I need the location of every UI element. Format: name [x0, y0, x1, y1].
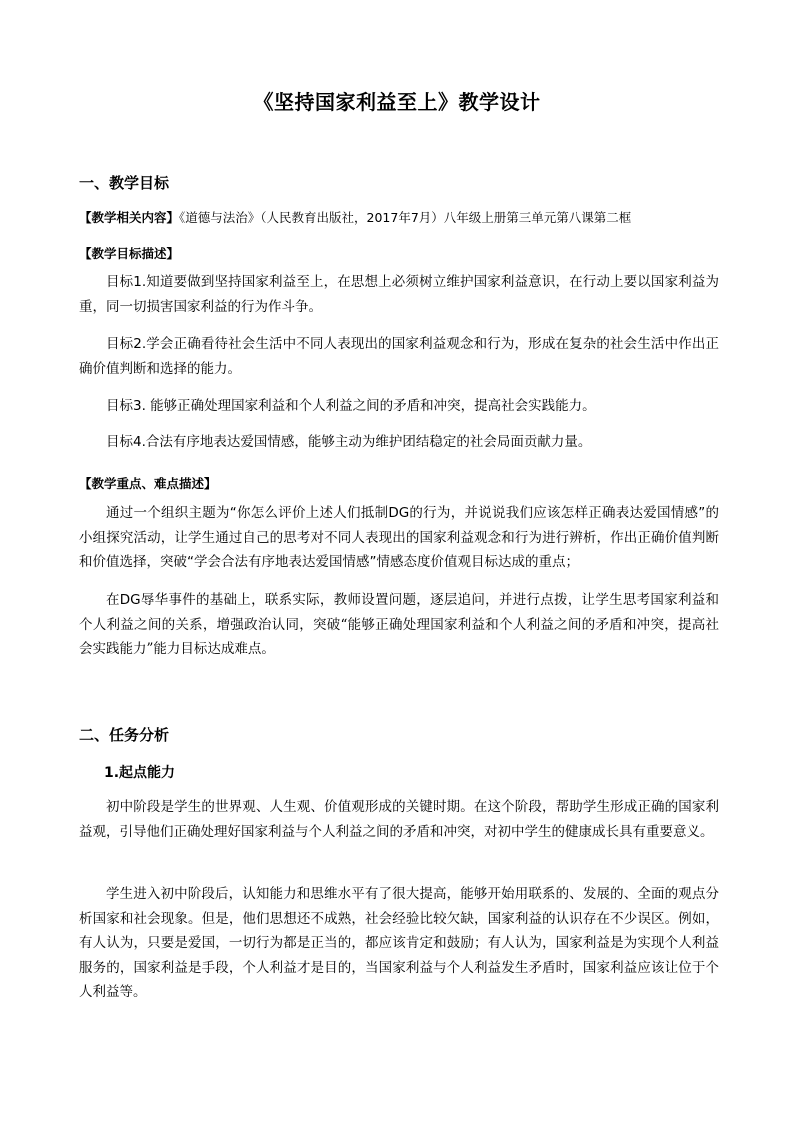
goal-item-4: 目标4.合法有序地表达爱国情感，能够主动为维护团结稳定的社会局面贡献力量。 [106, 434, 592, 450]
subheading-starting-ability: 1.起点能力 [104, 765, 176, 781]
teaching-content-text: 《道德与法治》（人民教育出版社，2017年7月）八年级上册第三单元第八课第二框 [179, 210, 632, 225]
key-point-paragraph: 通过一个组织主题为“你怎么评价上述人们抵制DG的行为，并说说我们应该怎样正确表达爱国情感”的小组探究活动，让学生通过自己的思考对不同人表现出的国家利益观念和行为进行辨析，作出正确价值判断和价值选择，突破“学会合法有序地表达爱国情感”情感态度价值观目标达成的重点； [79, 505, 719, 570]
difficult-point-paragraph [79, 588, 719, 662]
difficult-point-text-a: 在DG辱华事件的基础上，联系实际，教师设置问题，逐层追问，并进行点拨，让学生思考国家利益和个人利益之间的关系，增强政治认同，突破 [79, 592, 719, 633]
section-heading-task-analysis: 二、任务分析 [79, 726, 170, 744]
key-difficult-points-label: 【教学重点、难点描述】 [79, 476, 217, 491]
goals-description-label: 【教学目标描述】 [79, 246, 180, 261]
teaching-content-line [79, 208, 631, 226]
goal-item-2: 目标2.学会正确看待社会生活中不同人表现出的国家利益观念和行为，形成在复杂的社会生活中作出正确价值判断和选择的能力。 [79, 336, 719, 377]
document-title: 《坚持国家利益至上》教学设计 [253, 90, 541, 114]
goal-item-3: 目标3. 能够正确处理国家利益和个人利益之间的矛盾和冲突，提高社会实践能力。 [106, 398, 596, 414]
section-heading-teaching-goals: 一、教学目标 [79, 174, 170, 192]
difficult-point-quote: “能够正确处理国家利益和个人利益之间的矛盾和冲突，提高社会实践能力” [79, 616, 719, 657]
starting-ability-paragraph-1: 初中阶段是学生的世界观、人生观、价值观形成的关键时期。在这个阶段，帮助学生形成正确的国家利益观，引导他们正确处理好国家利益与个人利益之间的矛盾和冲突，对初中学生的健康成长具有重要意义。 [79, 799, 719, 840]
teaching-content-label: 【教学相关内容】 [79, 210, 180, 225]
starting-ability-paragraph-2: 学生进入初中阶段后，认知能力和思维水平有了很大提高，能够开始用联系的、发展的、全面的观点分析国家和社会现象。但是，他们思想还不成熟，社会经验比较欠缺，国家利益的认识存在不少误区。例如，有人认为，只要是爱国，一切行为都是正当的，都应该肯定和鼓励；有人认为，国家利益是为实现个人利益服务的，国家利益是手段，个人利益才是目的，当国家利益与个人利益发生矛盾时，国家利益应该让位于个人利益等。 [79, 886, 719, 1000]
difficult-point-text-c: 能力目标达成难点。 [153, 641, 275, 657]
goal-item-1: 目标1.知道要做到坚持国家利益至上，在思想上必须树立维护国家利益意识，在行动上要以国家利益为重，同一切损害国家利益的行为作斗争。 [79, 274, 719, 315]
